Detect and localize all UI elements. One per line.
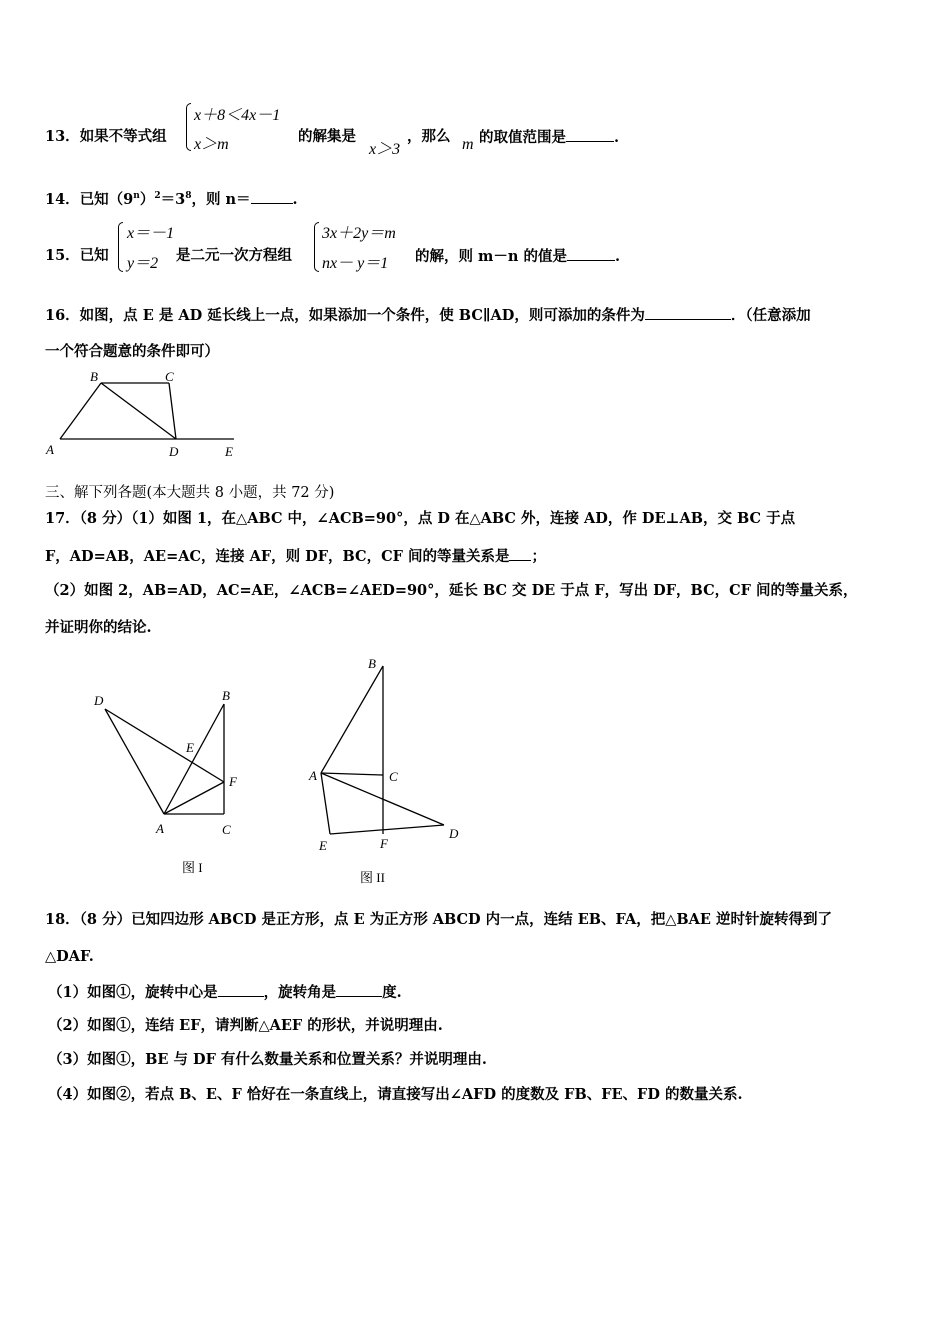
q14-number: 14． [45, 190, 80, 208]
q16-line-ab [60, 383, 101, 439]
fig1-label-d: D [94, 693, 104, 708]
q13-text-end: . [614, 129, 620, 146]
q16-label-d: D [169, 444, 179, 459]
q14-text-end: . [292, 190, 298, 208]
fig1-label-f: F [229, 774, 237, 789]
q13-text-mid2: ，那么 [407, 128, 451, 145]
q14-answer-blank[interactable] [251, 189, 293, 204]
q16-text-1: 16．如图，点 E 是 AD 延长线上一点，如果添加一个条件，使 BC∥AD，则可添加的条件为 [45, 307, 645, 324]
q13-text-post: 的取值范围是 [479, 129, 566, 146]
q14-text-mid: ） [139, 190, 155, 208]
q13-inequality-1: x＋8＜4x－1 [194, 107, 281, 124]
q13-line-rest3 [479, 127, 619, 148]
q18-part-1-mid: ，旋转角是 [263, 984, 337, 1001]
q17-text-2: F，AD=AB，AE=AC，连接 AF，则 DF，BC，CF 间的等量关系是 [45, 548, 510, 565]
q18-angle-blank[interactable] [336, 982, 382, 997]
fig2-label-c: C [389, 769, 398, 784]
q15-equation-1: 3x＋2y＝m [322, 225, 396, 242]
q14-sup-8: 8 [185, 191, 192, 201]
q17-answer-blank[interactable] [509, 546, 531, 561]
q14-sup-2: 2 [154, 191, 161, 201]
q14-text-post: ，则 n＝ [191, 190, 251, 208]
q14-line [45, 186, 298, 210]
fig1-label-b: B [222, 688, 230, 703]
q15-line [45, 246, 109, 266]
q14-sup-n: n [133, 191, 140, 201]
q18-center-blank[interactable] [218, 982, 264, 997]
q15-answer-blank[interactable] [567, 246, 615, 261]
q18-part-4: （4）如图②，若点 B、E、F 恰好在一条直线上，请直接写出∠AFD 的度数及 FB、FE、FD 的数量关系. [48, 1086, 743, 1103]
fig2-label-d: D [449, 826, 459, 841]
q18-part-1-end: 度. [382, 984, 402, 1001]
q17-line-3: （2）如图 2，AB=AD，AC=AE，∠ACB=∠AED=90°，延长 BC 交 DE 于点 F，写出 DF，BC，CF 间的等量关系， [45, 582, 858, 599]
q15-brace-2 [314, 222, 319, 272]
q13-condition: x＞3 [369, 141, 401, 158]
fig1-line-df [105, 709, 224, 782]
q13-inequality-2: x＞m [194, 136, 229, 153]
q15-text-post: 的解，则 m－n 的值是 [415, 248, 567, 265]
q15-line-mid [176, 246, 292, 266]
q15-equation-2: nx－ y＝1 [322, 255, 389, 272]
q16-line-2: 一个符合题意的条件即可） [45, 343, 219, 360]
q16-label-a: A [46, 442, 54, 457]
fig2-line-ac [321, 773, 383, 775]
q16-line-1 [45, 305, 811, 326]
q16-label-e: E [225, 444, 233, 459]
q18-line-1: 18．（8 分）已知四边形 ABCD 是正方形，点 E 为正方形 ABCD 内一点，连结 EB、FA，把△BAE 逆时针旋转得到了 [45, 911, 832, 928]
fig1-line-da [105, 709, 164, 814]
q18-part-1 [48, 982, 402, 1003]
q18-part-1-pre: （1）如图①，旋转中心是 [48, 984, 218, 1001]
q13-var-m: m [462, 136, 474, 153]
fig2-label-b: B [368, 656, 376, 671]
q18-part-2: （2）如图①，连结 EF，请判断△AEF 的形状，并说明理由. [48, 1017, 443, 1034]
q18-line-2: △DAF. [45, 948, 94, 965]
q16-line-bd [101, 383, 176, 439]
q15-solution-x: x＝－1 [127, 225, 175, 242]
q17-line-1: 17．（8 分）（1）如图 1，在△ABC 中，∠ACB=90°，点 D 在△ABC 外，连接 AD，作 DE⊥AB，交 BC 于点 [45, 510, 796, 527]
q16-label-b: B [90, 369, 98, 384]
q15-line-post [415, 246, 620, 267]
fig1-label-e: E [186, 740, 194, 755]
q13-line-rest2 [407, 127, 451, 147]
fig2-line-ae [321, 773, 330, 834]
q13-text-pre: 如果不等式组 [79, 128, 167, 145]
fig2-line-ed [330, 825, 444, 834]
q16-figure [44, 368, 244, 463]
q18-part-3: （3）如图①，BE 与 DF 有什么数量关系和位置关系？并说明理由. [48, 1051, 487, 1068]
fig2-caption: 图 II [360, 870, 385, 885]
q13-text-mid: 的解集是 [298, 128, 356, 145]
q15-brace-1 [118, 222, 123, 272]
q17-line-4: 并证明你的结论. [45, 619, 152, 636]
q14-text-pre: 已知（9 [79, 190, 134, 208]
q17-figure-1 [90, 685, 260, 885]
q15-number: 15． [45, 247, 80, 264]
section-3-heading: 三、解下列各题(本大题共 8 小题，共 72 分) [45, 485, 335, 501]
q16-line-cd [169, 383, 176, 439]
q16-text-1-end: ．（任意添加 [730, 307, 811, 324]
q13-number: 13． [45, 128, 80, 145]
q13-brace [186, 103, 191, 151]
q17-line-2 [45, 546, 546, 567]
q15-text-pre: 已知 [79, 247, 109, 264]
fig1-caption: 图 I [182, 860, 203, 875]
q13-answer-blank[interactable] [566, 127, 614, 142]
fig1-label-c: C [222, 822, 231, 837]
fig2-line-ab [321, 666, 383, 773]
q13-line-rest [298, 127, 356, 147]
q17-figure-2 [305, 653, 475, 888]
fig1-label-a: A [156, 821, 164, 836]
q17-text-2-end: ； [531, 548, 546, 565]
q15-text-end: . [614, 248, 621, 265]
fig2-label-f: F [380, 836, 388, 851]
q15-text-mid: 是二元一次方程组 [176, 247, 292, 264]
q15-solution-y: y＝2 [127, 255, 159, 272]
q16-answer-blank[interactable] [645, 305, 731, 320]
fig2-label-e: E [319, 838, 327, 853]
fig2-label-a: A [309, 768, 317, 783]
q14-text-mid2: ＝3 [160, 190, 186, 208]
q16-label-c: C [165, 369, 174, 384]
q13-line [45, 127, 167, 147]
